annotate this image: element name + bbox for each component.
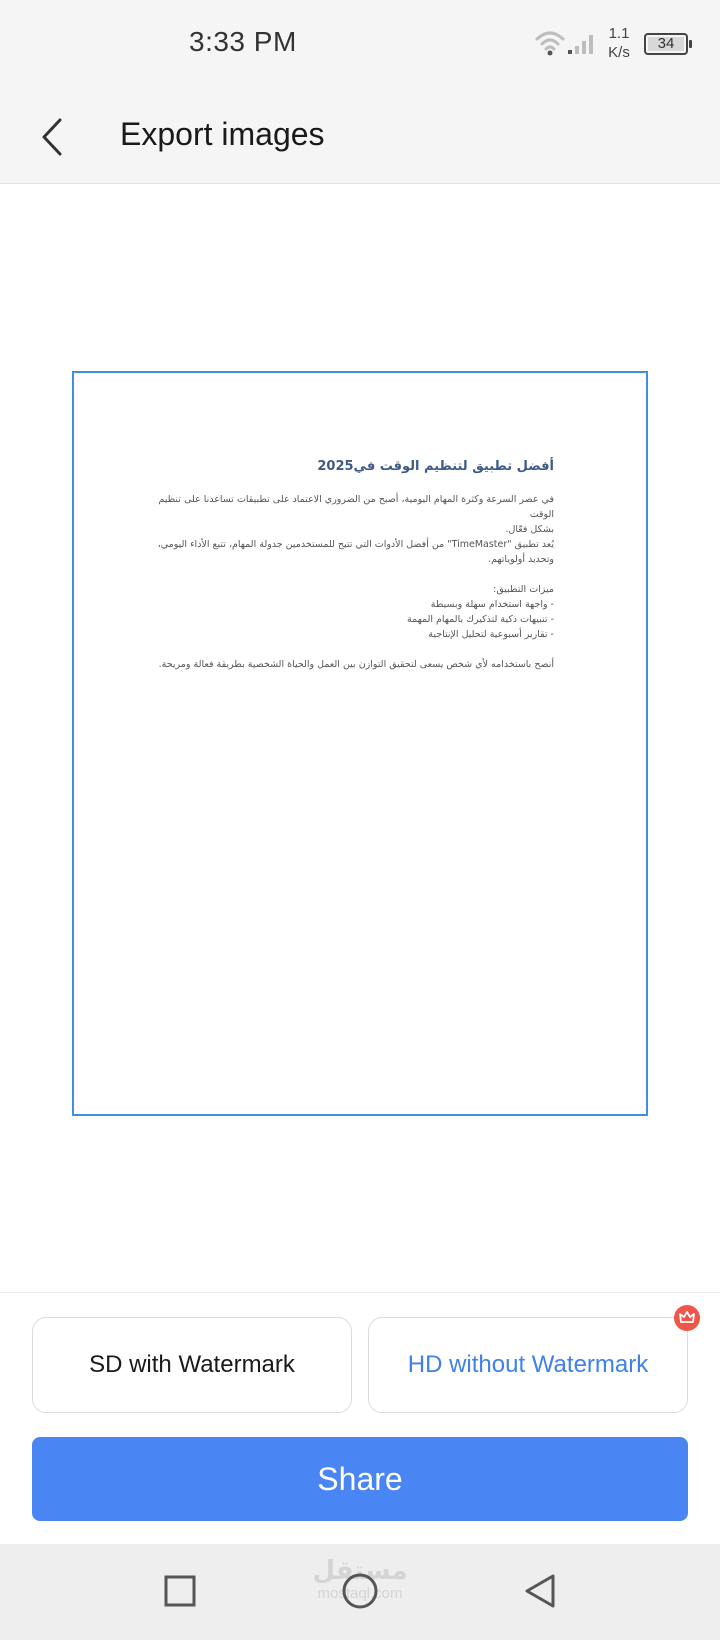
battery-icon xyxy=(644,33,688,55)
hd-without-watermark-button[interactable]: HD without Watermark xyxy=(368,1317,688,1413)
net-speed-unit: K/s xyxy=(608,44,630,61)
document-line: يُعد تطبيق "TimeMaster" من أفضل الأدوات التي تتيح للمستخدمين جدولة المهام، تتبع الأداء اليومي، xyxy=(157,539,554,550)
document-line: وتحديد أولوياتهم. xyxy=(488,554,554,565)
document-closing: أنصح باستخدامه لأي شخص يسعى لتحقيق التوازن بين العمل والحياة الشخصية بطريقة فعالة ومريحة. xyxy=(158,659,554,670)
document-line: بشكل فعّال. xyxy=(505,524,554,535)
page-title: Export images xyxy=(120,116,325,152)
back-icon[interactable] xyxy=(522,1572,558,1610)
home-icon[interactable] xyxy=(341,1572,379,1610)
wifi-icon xyxy=(534,28,566,56)
document-content xyxy=(154,459,554,672)
document-line: في عصر السرعة وكثرة المهام اليومية، أصبح من الضروري الاعتماد على تطبيقات تساعدنا على تنظيم الوقت xyxy=(158,494,554,520)
document-preview xyxy=(72,371,648,1116)
feature-item: - تقارير أسبوعية لتحليل الإنتاجية xyxy=(428,629,554,640)
spacer xyxy=(154,642,554,657)
signal-icon xyxy=(566,30,598,56)
chevron-left-icon xyxy=(30,110,80,164)
spacer xyxy=(154,567,554,582)
recent-apps-icon[interactable] xyxy=(163,1574,197,1608)
app-header xyxy=(0,90,720,184)
crown-icon xyxy=(674,1305,700,1331)
export-options-panel xyxy=(0,1292,720,1544)
crown-icon-graphic xyxy=(674,1305,700,1331)
status-time: 3:33 PM xyxy=(189,26,297,57)
net-speed-value: 1.1 xyxy=(608,25,630,42)
net-speed xyxy=(602,24,636,62)
sd-with-watermark-button[interactable]: SD with Watermark xyxy=(32,1317,352,1413)
feature-item: - تنبيهات ذكية لتذكيرك بالمهام المهمة xyxy=(407,614,554,625)
status-bar xyxy=(0,0,720,90)
watermark-url: mostaql.com xyxy=(317,1585,403,1602)
watermark-arabic: مستقل xyxy=(312,1556,408,1586)
back-button[interactable] xyxy=(30,110,80,164)
system-nav-bar xyxy=(0,1544,720,1640)
document-title: أفضل تطبيق لتنظيم الوقت في2025 xyxy=(317,459,554,474)
features-heading: ميزات التطبيق: xyxy=(493,584,554,595)
feature-item: - واجهة استخدام سهلة وبسيطة xyxy=(430,599,554,610)
battery-level: 34 xyxy=(657,35,675,52)
preview-area xyxy=(0,184,720,1292)
share-button[interactable]: Share xyxy=(32,1437,688,1521)
